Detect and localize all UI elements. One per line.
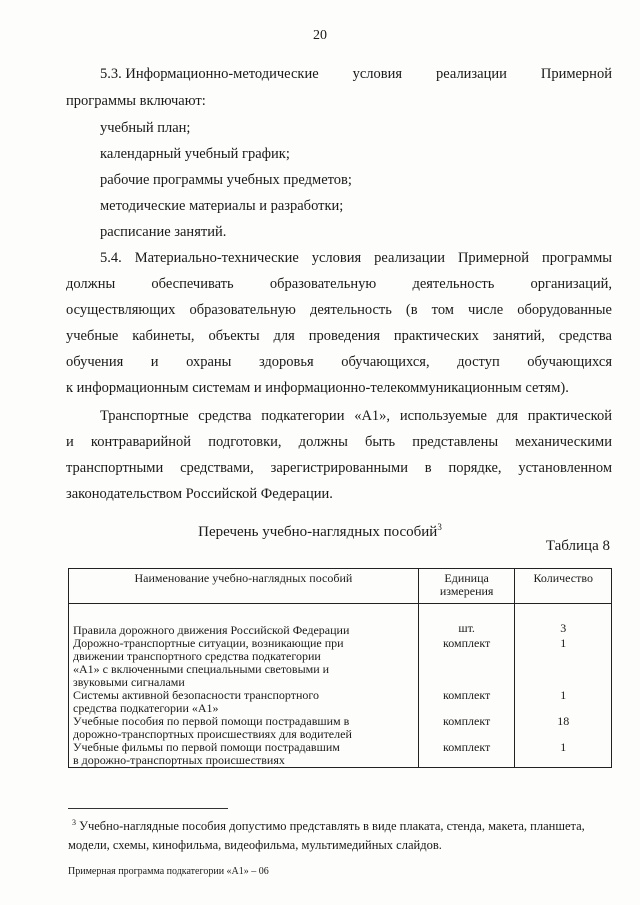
section-5-3-line-1 xyxy=(100,66,612,83)
footnote-text: Учебно-наглядные пособия допустимо представлять в виде плаката, стенда, макета, планшета, модели, схемы, кинофильма, видеофильма, мультимедийных слайдов. xyxy=(68,819,585,853)
section-5-4-line: обучения и охраны здоровья обучающихся, доступ обучающихся xyxy=(66,354,612,370)
table-row xyxy=(69,637,612,689)
transport-line: транспортными средствами, зарегистрированными в порядке, установленном xyxy=(66,460,612,476)
word: 5.3. Информационно-методические xyxy=(100,66,319,82)
table-title xyxy=(0,522,640,541)
transport-line: Транспортные средства подкатегории «А1», используемые для практической xyxy=(100,408,612,424)
section-5-4-line: должны обеспечивать образовательную деятельность организаций, xyxy=(66,276,612,292)
cell-qty: 18 xyxy=(515,715,612,741)
list-item: расписание занятий. xyxy=(100,224,227,240)
word: Примерной xyxy=(540,66,612,82)
page-number: 20 xyxy=(313,28,327,43)
cell-qty: 1 xyxy=(515,637,612,689)
word: условия xyxy=(352,66,403,82)
page-footer: Примерная программа подкатегории «А1» – 06 xyxy=(68,866,269,877)
aids-table xyxy=(68,568,612,768)
footnote-divider xyxy=(68,808,228,809)
cell-name: Дорожно-транспортные ситуации, возникающие при движении транспортного средства подкатегории «А1» с включенными специальными световыми и звуковыми сигналами xyxy=(69,637,419,689)
header-unit: Единица измерения xyxy=(418,569,515,604)
section-5-4-line: учебные кабинеты, объекты для проведения практических занятий, средства xyxy=(66,328,612,344)
cell-unit: шт. xyxy=(418,604,515,638)
cell-unit: комплект xyxy=(418,689,515,715)
cell-name: Учебные фильмы по первой помощи пострадавшим в дорожно-транспортных происшествиях xyxy=(69,741,419,768)
table-row xyxy=(69,604,612,638)
word: реализации xyxy=(436,66,507,82)
list-item: рабочие программы учебных предметов; xyxy=(100,172,352,188)
section-5-4-line: осуществляющих образовательную деятельность (в том числе оборудованные xyxy=(66,302,612,318)
cell-name: Системы активной безопасности транспортного средства подкатегории «А1» xyxy=(69,689,419,715)
table-title-text: Перечень учебно-наглядных пособий xyxy=(198,524,438,540)
cell-unit: комплект xyxy=(418,637,515,689)
footnote-mark: 3 xyxy=(72,818,76,827)
transport-line: законодательством Российской Федерации. xyxy=(66,486,333,502)
list-item: календарный учебный график; xyxy=(100,146,290,162)
header-name: Наименование учебно-наглядных пособий xyxy=(69,569,419,604)
cell-qty: 1 xyxy=(515,741,612,768)
list-item: методические материалы и разработки; xyxy=(100,198,344,214)
table-number: Таблица 8 xyxy=(545,538,610,554)
header-qty: Количество xyxy=(515,569,612,604)
cell-unit: комплект xyxy=(418,741,515,768)
transport-line: и контраварийной подготовки, должны быть представлены механическими xyxy=(66,434,612,450)
table-header-row xyxy=(69,569,612,604)
footnote-ref: 3 xyxy=(437,522,442,532)
footnote xyxy=(68,813,614,855)
table-row xyxy=(69,741,612,768)
cell-unit: комплект xyxy=(418,715,515,741)
list-item: учебный план; xyxy=(100,120,191,136)
cell-qty: 3 xyxy=(515,604,612,638)
cell-name: Правила дорожного движения Российской Федерации xyxy=(69,604,419,638)
table-row xyxy=(69,715,612,741)
table-row xyxy=(69,689,612,715)
section-5-4-line: к информационным системам и информационно-телекоммуникационным сетям). xyxy=(66,380,569,396)
cell-qty: 1 xyxy=(515,689,612,715)
cell-name: Учебные пособия по первой помощи пострадавшим в дорожно-транспортных происшествиях для водителей xyxy=(69,715,419,741)
section-5-3-line-2: программы включают: xyxy=(66,93,206,109)
section-5-4-line: 5.4. Материально-технические условия реализации Примерной программы xyxy=(100,250,612,266)
